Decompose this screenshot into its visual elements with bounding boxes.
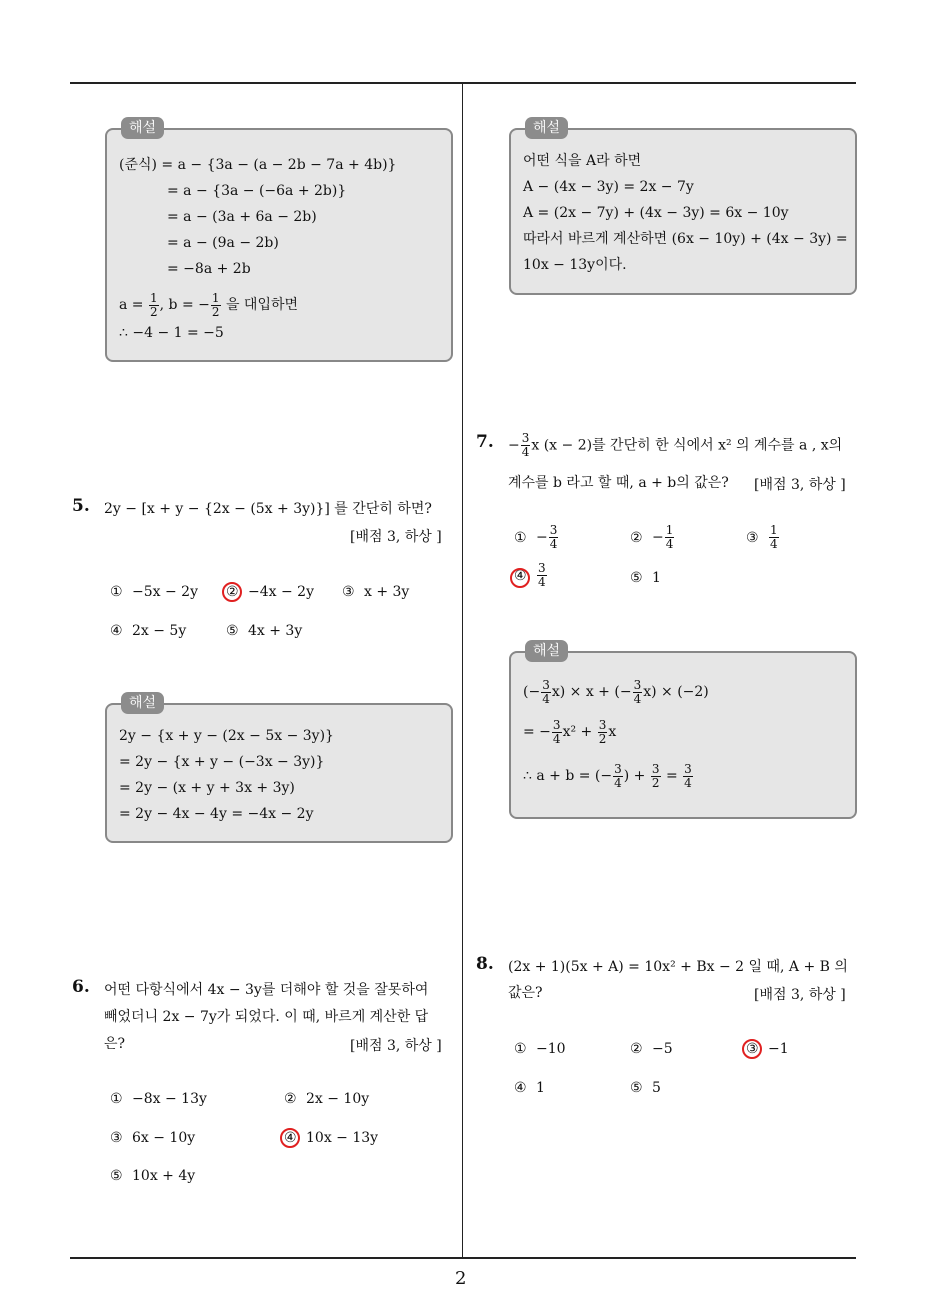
solution-line: (− $\frac{3}{4}$ x) × x + (− $\frac{3}{4}$ x) × (−2): [523, 677, 709, 706]
solution-line: = 2y − 4x − 4y = −4x − 2y: [119, 806, 314, 822]
top-rule: [70, 82, 856, 84]
solution-line: 10x − 13y이다.: [523, 257, 627, 273]
option[interactable]: ① −5x − 2y: [110, 584, 198, 600]
option[interactable]: ② −5: [630, 1041, 673, 1057]
question-text-line: − $\frac{3}{4}$ x (x − 2)를 간단히 한 식에서 x² 의 계수를 a , x의: [508, 431, 843, 459]
column-divider: [462, 84, 463, 1258]
solution-label: 해설: [121, 117, 164, 139]
answer-circle: [510, 568, 530, 588]
solution-label: 해설: [525, 640, 568, 662]
option[interactable]: ⑤ 5: [630, 1080, 661, 1096]
answer-circle: [742, 1039, 762, 1059]
option[interactable]: ⑤ 1: [630, 570, 661, 586]
option[interactable]: ⑤ 10x + 4y: [110, 1168, 196, 1184]
solution-line: ∴ a + b = (− $\frac{3}{4}$ ) + $\frac{3}{2}$ = $\frac{3}{4}$: [523, 761, 692, 790]
solution-line: = − $\frac{3}{4}$ x² + $\frac{3}{2}$ x: [523, 717, 617, 746]
solution-label: 해설: [525, 117, 568, 139]
solution-line: 어떤 식을 A라 하면: [523, 153, 642, 169]
solution-line: = a − (3a + 6a − 2b): [167, 209, 317, 225]
option[interactable]: ③ $\frac{1}{4}$: [746, 523, 778, 551]
option-selected[interactable]: ④ 10x − 13y: [284, 1130, 379, 1146]
question-text: 2y − [x + y − {2x − (5x + 3y)}] 를 간단히 하면?: [104, 501, 432, 517]
solution-box-q6: [509, 120, 857, 295]
answer-circle: [280, 1128, 300, 1148]
solution-line: A − (4x − 3y) = 2x − 7y: [523, 179, 694, 195]
solution-box-q4: [105, 120, 453, 362]
answer-circle: [222, 582, 242, 602]
question-text-line: 빼었더니 2x − 7y가 되었다. 이 때, 바르게 계산한 답: [104, 1009, 429, 1025]
option[interactable]: ④ 1: [514, 1080, 545, 1096]
fraction: $\frac{1}{2}$: [149, 290, 158, 319]
option-selected[interactable]: ③ −1: [746, 1041, 789, 1057]
option[interactable]: ③ 6x − 10y: [110, 1130, 196, 1146]
question-text-line: (2x + 1)(5x + A) = 10x² + Bx − 2 일 때, A + B 의: [508, 959, 848, 975]
option[interactable]: ① − $\frac{3}{4}$: [514, 523, 558, 551]
solution-line: 따라서 바르게 계산하면 (6x − 10y) + (4x − 3y) =: [523, 231, 848, 247]
solution-line: = 2y − (x + y + 3x + 3y): [119, 780, 295, 796]
fraction: $\frac{3}{4}$: [521, 431, 530, 459]
question-number: 5.: [72, 496, 90, 516]
solution-line: A = (2x − 7y) + (4x − 3y) = 6x − 10y: [523, 205, 789, 221]
solution-label: 해설: [121, 692, 164, 714]
page-number: 2: [455, 1268, 467, 1289]
score-label: [배점 3, 하상 ]: [754, 477, 846, 493]
question-text-line: 계수를 b 라고 할 때, a + b의 값은?: [508, 475, 729, 491]
option-selected[interactable]: ② −4x − 2y: [226, 584, 314, 600]
question-text-line: 은?: [104, 1036, 126, 1052]
solution-result: ∴ −4 − 1 = −5: [119, 325, 224, 341]
solution-line: = a − (9a − 2b): [167, 235, 279, 251]
option[interactable]: ② − $\frac{1}{4}$: [630, 523, 674, 551]
solution-line: = −8a + 2b: [167, 261, 251, 277]
option[interactable]: ④ 2x − 5y: [110, 623, 187, 639]
question-number: 8.: [476, 954, 494, 974]
question-number: 6.: [72, 977, 90, 997]
option[interactable]: ② 2x − 10y: [284, 1091, 370, 1107]
bottom-rule: [70, 1257, 856, 1259]
score-label: [배점 3, 하상 ]: [350, 1038, 442, 1054]
solution-box-q5: [105, 695, 453, 843]
option[interactable]: ① −10: [514, 1041, 566, 1057]
question-text-line: 값은?: [508, 985, 543, 1001]
score-label: [배점 3, 하상 ]: [350, 529, 442, 545]
option-selected[interactable]: ④ $\frac{3}{4}$: [514, 561, 546, 589]
score-label: [배점 3, 하상 ]: [754, 987, 846, 1003]
solution-line: = a − {3a − (−6a + 2b)}: [167, 183, 347, 199]
fraction: $\frac{1}{2}$: [211, 290, 220, 319]
substitution-line: a = $\frac{1}{2}$ , b = − $\frac{1}{2}$ 을 대입하면: [119, 290, 299, 319]
option[interactable]: ① −8x − 13y: [110, 1091, 207, 1107]
option[interactable]: ⑤ 4x + 3y: [226, 623, 303, 639]
solution-line: (준식) = a − {3a − (a − 2b − 7a + 4b)}: [119, 157, 397, 173]
option[interactable]: ③ x + 3y: [342, 584, 410, 600]
solution-line: = 2y − {x + y − (−3x − 3y)}: [119, 754, 325, 770]
solution-line: 2y − {x + y − (2x − 5x − 3y)}: [119, 728, 334, 744]
question-number: 7.: [476, 432, 494, 452]
solution-box-q7: [509, 643, 857, 819]
question-text-line: 어떤 다항식에서 4x − 3y를 더해야 할 것을 잘못하여: [104, 982, 429, 998]
